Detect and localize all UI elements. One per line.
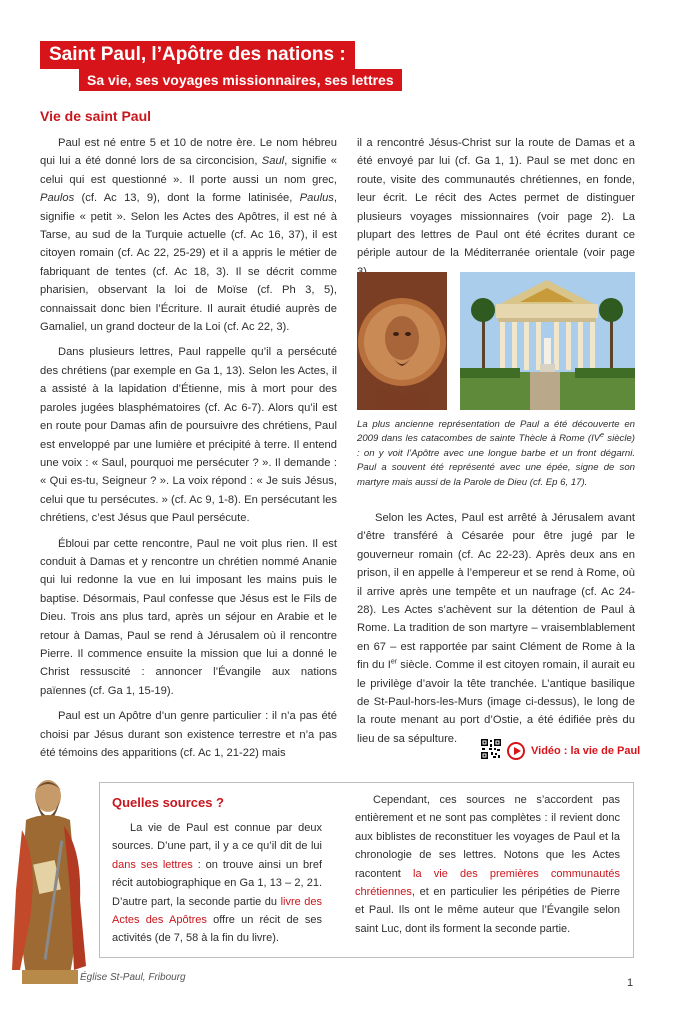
play-icon[interactable] [507, 742, 525, 760]
saint-paul-statue-image [8, 770, 90, 988]
paragraph: Paul est né entre 5 et 10 de notre ère. Le nom hébreu qui lui a été donné lors de sa circoncision, Saul, signifie « celui qui est questionné ». Il porte aussi un nom grec, Paulos (cf. Ac 13, 9), dont la forme latinisée, Paulus, signifie « petit ». Selon les Actes des Apôtres, il est né à Tarse, au sud de la Turquie actuelle (cf. Ac 16, 37), il est citoyen romain (cf. Ac 22, 25-29) et il a appris le métier de fabriquant de tentes (cf. Ac 18, 3). Il se décrit comme pharisien, observant la loi de Moïse (cf. Ph 3, 5), connaissait donc bien l’Écriture. Il aurait étudié auprès de Gamaliel, un grand docteur de la Loi (cf. Ac 22, 3). [40, 137, 337, 334]
video-link-label[interactable]: Vidéo : la vie de Paul [531, 745, 641, 757]
paragraph: Selon les Actes, Paul est arrêté à Jérusalem avant d’être transféré à Césarée pour être jugé par le gouverneur romain (cf. Ac 22-23). Après deux ans en prison, il en appelle à l’empereur et se rend à Rome, où il arrive après une tempête et un naufrage (cf. Ac 24-28). Les Actes s’achèvent sur la détention de Paul à Rome. La tradition de son martyre – vraisemblablement en 67 – est rapportée par saint Clément de Rome à la fin du Ier siècle. Comme il est citoyen romain, il aurait eu le privilège d’avoir la tête tranchée. L’antique basilique de St-Paul-hors-les-Murs (image ci-dessus), le long de la route menant au port d’Ostie, a été édifiée près du lieu de sa sépulture. [357, 512, 635, 745]
page-title: Saint Paul, l’Apôtre des nations : [40, 41, 355, 69]
paragraph: Paul est un Apôtre d’un genre particulier : il n’a pas été choisi par Jésus durant son existence terrestre et n’a pas été témoins des apparitions (cf. Ac 1, 21-22) mais [40, 710, 337, 759]
page-subtitle: Sa vie, ses voyages missionnaires, ses lettres [79, 69, 402, 91]
paragraph: il a rencontré Jésus-Christ sur la route de Damas et a été envoyé par lui (cf. Ga 1, 1). Paul se met donc en route, visite des communautés chrétiennes, en fonde, leur écrit. Le récit des Actes permet de distinguer plusieurs voyages missionnaires (voir page 2). La plupart des lettres de Paul ont été écrites durant ce périple autour de la Méditerranée orientale (voir page [357, 137, 635, 260]
right-column-bottom [357, 509, 635, 755]
image-caption: La plus ancienne représentation de Paul a été découverte en 2009 dans les catacombes de sainte Thècle à Rome (IVe siècle) : on y voit l’Apôtre avec une longue barbe et un front dégarni. Paul a souvent été représenté avec une épée, signe de son martyre mais aussi de la Parole de Dieu (cf. Ep 6, 17). [357, 419, 635, 488]
qr-code-icon[interactable] [481, 739, 501, 764]
statue-caption: Église St-Paul, Fribourg [80, 972, 186, 983]
paragraph: Dans plusieurs lettres, Paul rappelle qu’il a persécuté des chrétiens (par exemple en Ga 1, 13). Selon les Actes, il a assisté à la lapidation d’Étienne, mis à mort pour des paroles jugées blasphématoires (cf. Ac 6-7). Alors qu’il est en route pour Damas afin de poursuivre des chrétiens, Paul est enveloppé par une lumière et précipité à terre. Il entend une voix : « Saul, pourquoi me persécuter ? ». Il demande : « Qui es-tu, Seigneur ? ». La voix répond : « Je suis Jésus, celui que tu persécutes. » (cf. Ac 9, 1-8). En persécutant les chrétiens, c’est Jésus que Paul persécute. [40, 346, 337, 525]
basilica-image [460, 272, 635, 410]
paragraph: Ébloui par cette rencontre, Paul ne voit plus rien. Il est conduit à Damas et y rencontre un chrétien nommé Ananie qui lui redonne la vue en lui imposant les mains puis le baptise. Désormais, Paul confesse que Jésus est le Fils de Dieu. Trois ans plus tard, après un séjour en Arabie et le retour à Damas, Paul se rend à Jérusalem où il rencontre Pierre. Il commence ensuite la mission que lui a donné le Christ ressuscité : annoncer l’Évangile aux nations païennes (cf. Ga 1, 15-19). [40, 537, 337, 697]
video-link[interactable] [481, 740, 640, 762]
sources-left-text: La vie de Paul est connue par deux sources. D’une part, il y a ce qu’il dit de lui dans ses lettres : on trouve ainsi un bref récit autobiographique en Ga 1, 13 – 2, 21. D’autre part, la seconde partie du livre des Actes des Apôtres offre un récit de ses activités (de 7, 58 à la fin du livre). [112, 822, 322, 945]
left-column [40, 134, 337, 769]
fresco-image [357, 272, 447, 410]
sources-right-text: Cependant, ces sources ne s’accordent pas entièrement et ne sont pas complètes : il revient donc aux biblistes de reconstituer les voyages de Paul et la chronologie de ses lettres. Notons que les Actes racontent la vie des premières communautés chrétiennes, et en particulier les péripéties de Pierre et Paul. Ils ont le même auteur que l’Évangile selon saint Luc, dont ils forment la seconde partie. [355, 794, 621, 935]
sources-heading: Quelles sources ? [112, 795, 224, 810]
page-number: 1 [627, 977, 634, 989]
right-column-top [357, 134, 635, 288]
section-heading: Vie de saint Paul [40, 108, 152, 124]
